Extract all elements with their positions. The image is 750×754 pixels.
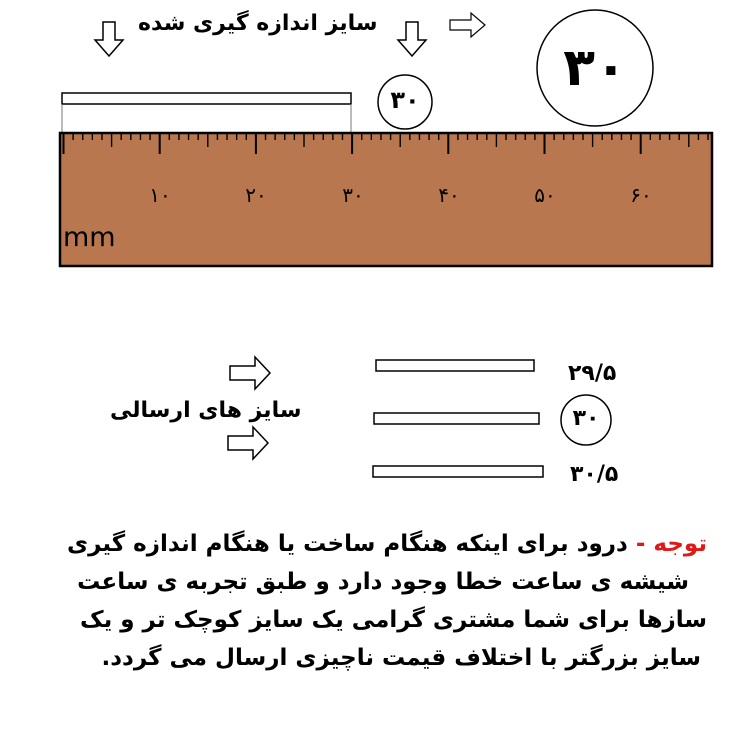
sent-size-medium: ۳۰ [572, 406, 600, 431]
note-line-1 [35, 525, 707, 563]
sent-caption: سایز های ارسالی [110, 398, 302, 423]
sent-bar-large [373, 466, 543, 477]
down-arrow-icon-right [398, 22, 426, 56]
note-paragraph [35, 525, 707, 677]
ruler-label-20: ۲۰ [245, 183, 267, 207]
big-badge-label: ۳۰ [563, 38, 627, 98]
ruler-label-40: ۴۰ [438, 183, 460, 207]
note-line-1-text: درود برای اینکه هنگام ساخت یا هنگام اندازه گیری [66, 531, 636, 557]
sent-bar-medium [374, 413, 539, 424]
sent-size-small: ۲۹/۵ [568, 361, 617, 386]
right-arrow-icon-upper [230, 357, 270, 389]
ruler-label-10: ۱۰ [149, 183, 171, 207]
ruler-unit: mm [63, 222, 116, 253]
measured-bar [62, 93, 351, 104]
note-line-4: سایز بزرگتر با اختلاف قیمت ناچیزی ارسال می گردد. [101, 645, 701, 671]
down-arrow-icon-left [95, 22, 123, 56]
right-arrow-icon-top [450, 13, 485, 37]
note-line-2: شیشه ی ساعت خطا وجود دارد و طبق تجربه ی ساعت [77, 569, 689, 595]
sent-bar-small [376, 360, 534, 371]
measured-badge-label: ۳۰ [390, 86, 420, 114]
note-line-3: سازها برای شما مشتری گرامی یک سایز کوچک تر و یک [80, 607, 707, 633]
right-arrow-icon-lower [228, 427, 268, 459]
top-caption: سایز اندازه گیری شده [138, 11, 378, 36]
ruler-label-30: ۳۰ [342, 183, 364, 207]
sent-size-large: ۳۰/۵ [570, 462, 619, 487]
ruler-label-60: ۶۰ [630, 183, 652, 207]
note-keyword: توجه - [635, 531, 707, 557]
ruler-label-50: ۵۰ [534, 183, 556, 207]
